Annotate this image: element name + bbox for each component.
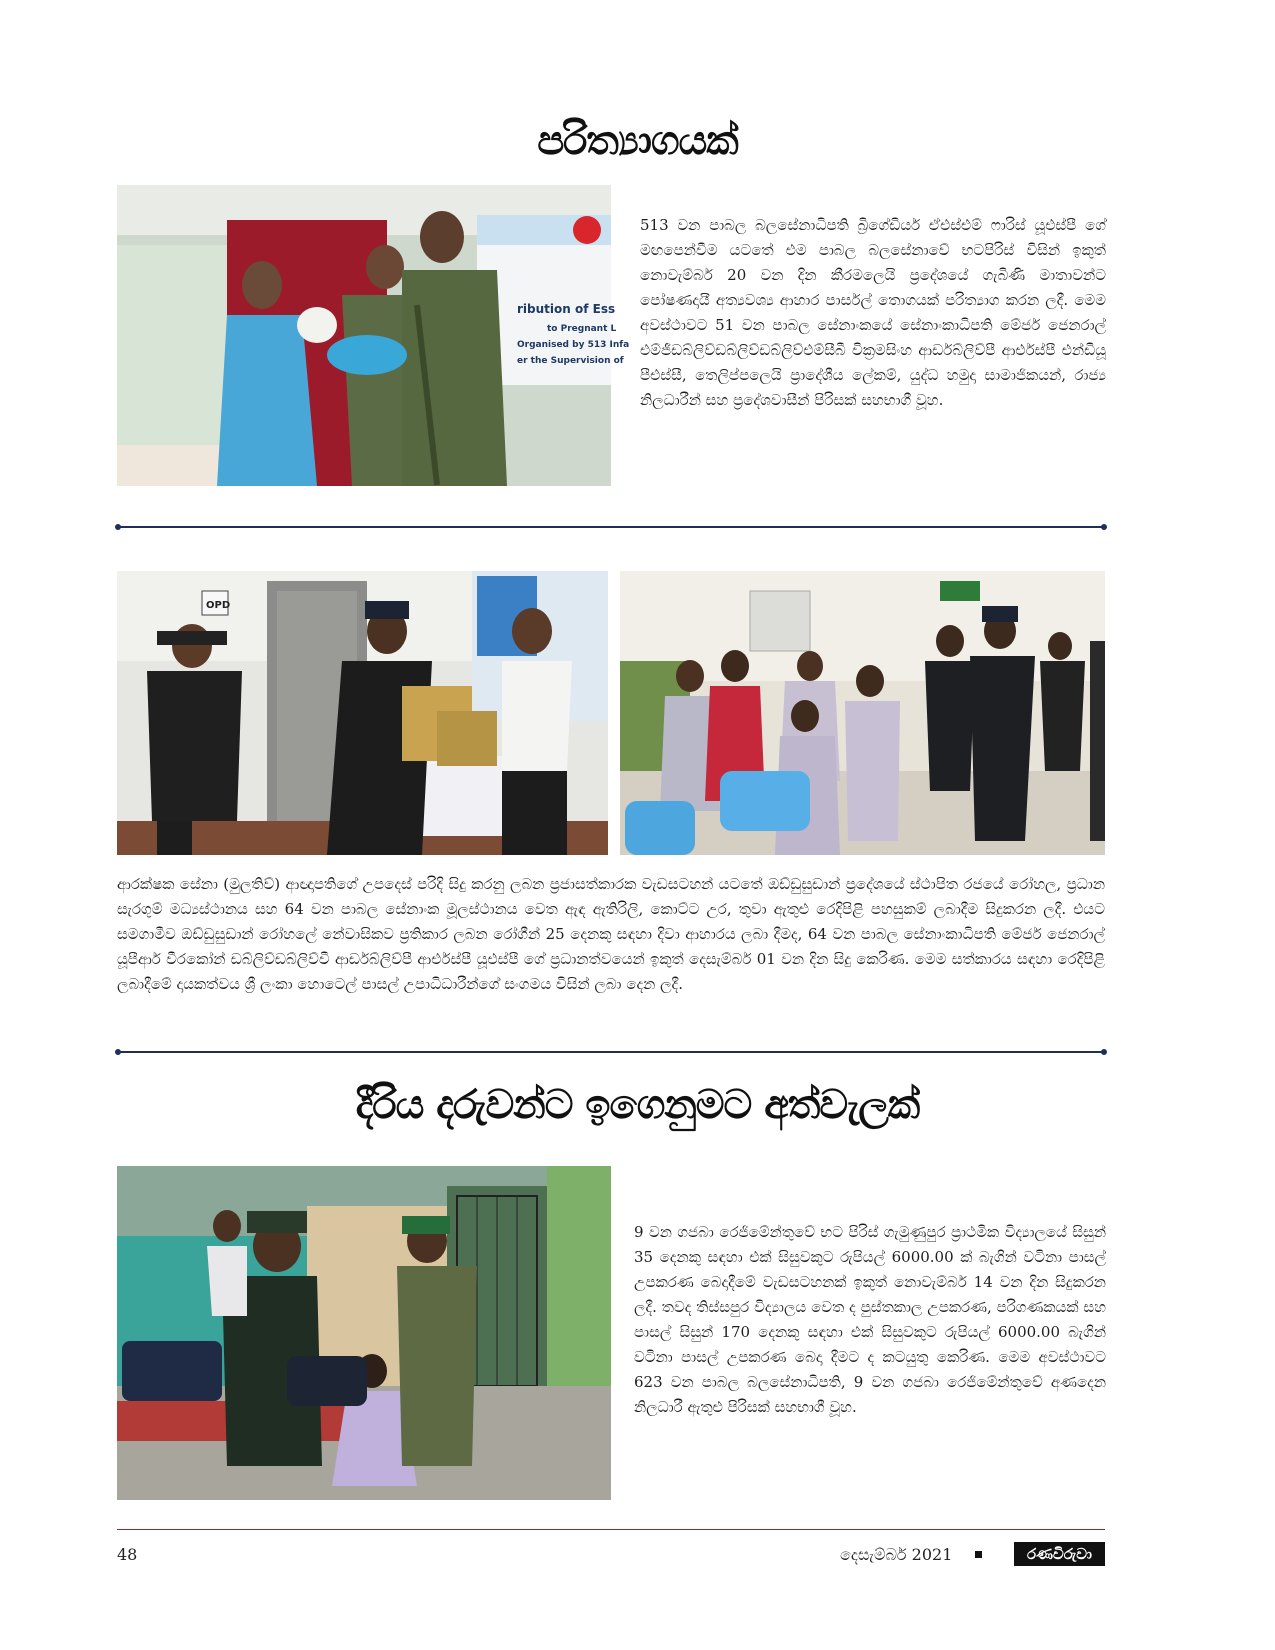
magazine-logo: රණවිරුවා [1014, 1542, 1105, 1566]
page-number: 48 [117, 1545, 138, 1564]
section-divider-2 [117, 1051, 1105, 1053]
footer-separator-square [975, 1551, 982, 1558]
article-3-body: 9 වන ගජබා රෙජිමේන්තුවේ භට පිරිස් ගැමුණුපුර ප්‍රාථමික විද්‍යාලයේ සිසුන් 35 දෙනකු සඳහා එක් සිසුවකුට රුපියල් 6000.00 ක් බැගින් වටිනා පාසල් උපකරණ බෙදාදීමේ වැඩසටහනක් ඉකුත් නොවැම්බර් 14 වන දින සිදුකරන ලදී. තවද තිස්සපුර විද්‍යාලය වෙත ද පුස්තකාල උපකරණ, පරිගණකයක් සහ පාසල් සිසුන් 170 දෙනකු සඳහා එක් සිසුවකුට රුපියල් 6000.00 බැගින් වටිනා පාසල් උපකරණ බෙදා දීමට ද කටයුතු කෙරිණ. මෙම අවස්ථාවට 623 වන පාබල බලසේනාධිපති, 9 වන ගජබා රෙජිමේන්තුවේ අණදෙන නිලධාරී ඇතුළු පිරිසක් සහභාගී වූහ. [634, 1223, 1106, 1416]
article-1-heading: පරිත්‍යාගයක් [537, 118, 738, 164]
opd-sign: OPD [206, 600, 231, 611]
section-divider-1 [117, 526, 1105, 528]
hospital-visit-photo [620, 571, 1105, 855]
donation-photo-pregnant-mothers [117, 185, 630, 486]
banner-text-line-1: ribution of Ess [517, 302, 616, 316]
hospital-donation-photo [117, 571, 608, 855]
footer-rule [117, 1529, 1105, 1530]
issue-date: දෙසැම්බර් 2021 [840, 1545, 953, 1564]
article-1-body: 513 වන පාබල බලසේනාධිපති බ්‍රිගේඩියර් ඒඑස්එම් ෆාරිස් යූඑස්පී ගේ මඟපෙන්වීම යටතේ එම පාබල බලසේනාවේ භටපිරිස් විසින් ඉකුත් නොවැම්බර් 20 වන දින කීරමලෙයි ප්‍රදේශයේ ගැබිණි මාතාවන්ට පෝෂණදායී අත්‍යවශ්‍ය ආහාර පාර්සල් තොගයක් පරිත්‍යාග කරන ලදී. මෙම අවස්ථාවට 51 වන පාබල සේනාංකයේ සේනාංකාධිපති මේජර් ජෙනරාල් එම්ජීඩබ්ලිව්ඩබ්ලිව්ඩබ්ලිව්එම්සීබී වික්‍රමසිංහ ආර්ඩබ්ලිව්පී ආර්එස්පී එන්ඩීයූ පීඑස්සී, තෙලිප්පලෙයි ප්‍රාදේශීය ලේකම්, යුද්ධ හමුදා සාමාජිකයන්, රාජ්‍ය නිලධාරීන් සහ ප්‍රදේශවාසීන් පිරිසක් සහභාගී වූහ. [640, 216, 1106, 409]
banner-text-line-2: to Pregnant L [547, 324, 617, 334]
banner-text-line-3: Organised by 513 Infa [517, 340, 630, 350]
school-donation-photo [117, 1166, 611, 1500]
article-2-body: ආරක්ෂක සේනා (මුලතිව්) ආඥාපතිගේ උපදෙස් පරිදි සිදු කරනු ලබන ප්‍රජාසත්කාරක වැඩසටහන් යටතේ ඔඩ්ඩුසුඩාන් ප්‍රදේශයේ ස්ථාපිත රජයේ රෝහල, ප්‍රධාන සැරගුම් මධ්‍යස්ථානය සහ 64 වන පාබල සේනාංක මූලස්ථානය වෙත ඇඳ ඇතිරිලි, කොට්ට උර, තුවා ඇතුළු රෙදිපිළි පහසුකම් ලබාදීම සිදුකරන ලදී. එයට සමගාමීව ඔඩ්ඩුසුඩාන් රෝහලේ නේවාසිකව ප්‍රතිකාර ලබන රෝගීන් 25 දෙනකු සඳහා දිවා ආහාරය ලබා දීමද, 64 වන පාබල සේනාංකාධිපති මේජර් ජෙනරාල් යූපීආර් වීරකෝන් ඩබ්ලිව්ඩබ්ලිව්වී ආර්ඩබ්ලිව්පී ආර්එස්පී යූඑස්පී ගේ ප්‍රධානත්වයෙන් ඉකුත් දෙසැම්බර් 01 වන දින සිදු කෙරිණ. මෙම සත්කාරය සඳහා රෙදිපිළි ලබාදීමේ දායකත්වය ශ්‍රී ලංකා හොටෙල් පාසල් උපාධිධාරීන්ගේ සංගමය විසින් ලබා දෙන ලදී. [117, 875, 1105, 993]
banner-text-line-4: er the Supervision of [517, 356, 624, 366]
article-3-heading: දීරිය දරුවන්ට ඉගෙනුමට අත්වැලක් [355, 1082, 920, 1128]
